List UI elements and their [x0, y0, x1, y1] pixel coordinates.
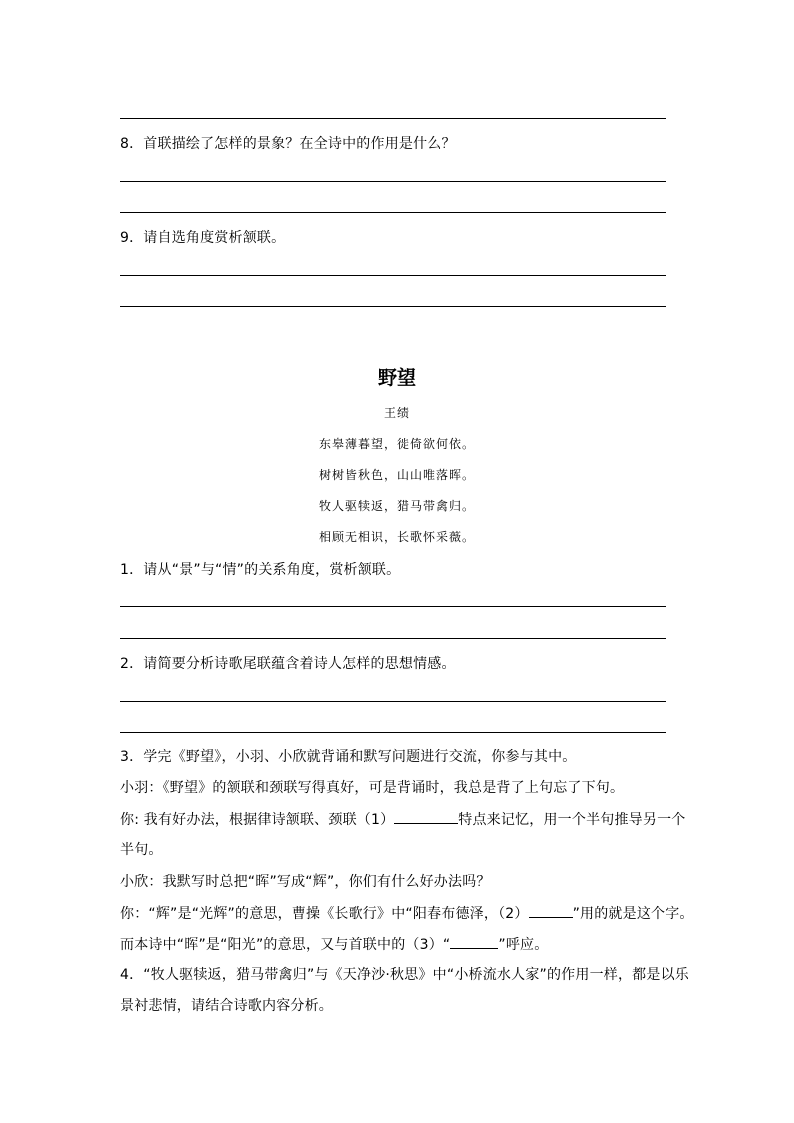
answer-line: [120, 732, 666, 733]
dialogue-text: 而本诗中“晖”是“阳光”的意思，又与首联中的（3）“: [120, 937, 451, 953]
answer-line: [120, 701, 666, 702]
dialogue-text: 你: 我有好办法，根据律诗颔联、颈联（1）: [120, 812, 395, 828]
answer-line: [120, 118, 666, 119]
answer-line: [120, 638, 666, 639]
question-1: 1．请从“景”与“情”的关系角度，赏析颔联。: [120, 562, 401, 578]
fill-blank-2[interactable]: [529, 903, 573, 918]
dialogue-text: ”呼应。: [498, 937, 549, 953]
poem-title: 野望: [377, 367, 416, 389]
question-4-cont: 景衬悲情，请结合诗歌内容分析。: [120, 998, 333, 1014]
poem-line: 东皋薄暮望，徙倚欲何依。: [318, 437, 475, 451]
answer-line: [120, 212, 666, 213]
poem-line: 相顾无相识，长歌怀采薇。: [318, 530, 475, 544]
poem-line: 牧人驱犊返，猎马带禽归。: [318, 499, 475, 513]
dialogue-text: 你：“辉”是“光辉”的意思，曹操《长歌行》中“阳春布德泽，（2）: [120, 906, 529, 922]
answer-line: [120, 306, 666, 307]
question-8: 8．首联描绘了怎样的景象？在全诗中的作用是什么？: [120, 136, 456, 152]
dialogue-you-1: [120, 809, 685, 830]
dialogue-text: ”用的就是这个字。: [572, 906, 694, 922]
answer-line: [120, 181, 666, 182]
dialogue-text: 特点来记忆，用一个半句推导另一个: [458, 812, 686, 828]
question-4: 4．“牧人驱犊返，猎马带禽归”与《天净沙·秋思》中“小桥流水人家”的作用一样，都是以乐: [120, 967, 689, 983]
poem-author: 王绩: [383, 406, 410, 420]
question-2: 2．请简要分析诗歌尾联蕴含着诗人怎样的思想情感。: [120, 656, 456, 672]
answer-line: [120, 606, 666, 607]
question-9: 9．请自选角度赏析颔联。: [120, 230, 286, 246]
answer-line: [120, 275, 666, 276]
dialogue-you-1-cont: 半句。: [120, 842, 163, 858]
dialogue-xiaoyu: 小羽：《野望》的颔联和颈联写得真好，可是背诵时，我总是背了上句忘了下句。: [120, 780, 625, 796]
poem-line: 树树皆秋色，山山唯落晖。: [318, 468, 475, 482]
dialogue-you-2: [120, 903, 694, 924]
dialogue-xiaoxin: 小欣：我默写时总把“晖”写成“辉”，你们有什么好办法吗？: [120, 874, 491, 890]
question-3-intro: 3．学完《野望》，小羽、小欣就背诵和默写问题进行交流，你参与其中。: [120, 749, 577, 765]
fill-blank-1[interactable]: [394, 809, 458, 824]
fill-blank-3[interactable]: [450, 934, 498, 949]
dialogue-you-3: [120, 934, 548, 955]
